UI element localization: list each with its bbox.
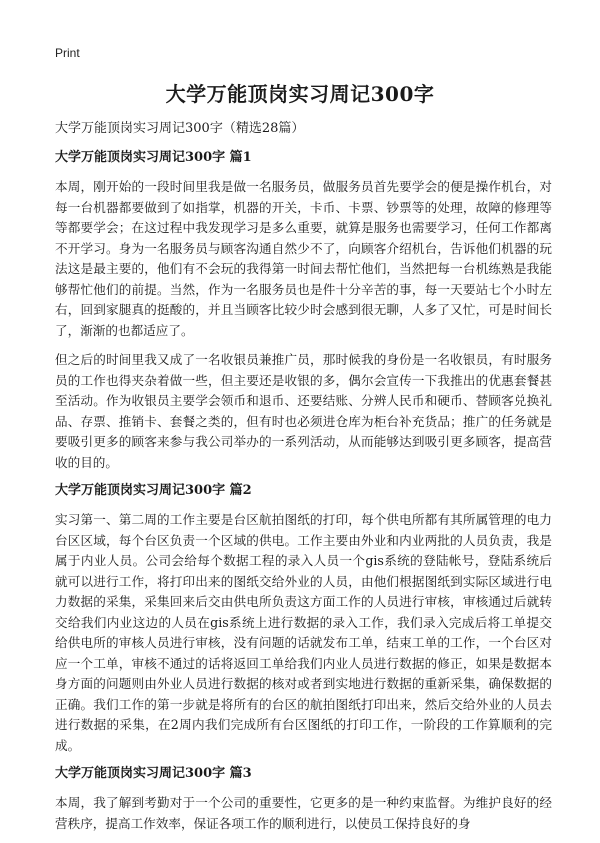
print-link[interactable]: Print [55,46,80,60]
section-heading: 大学万能顶岗实习周记300字 篇2 [55,483,252,498]
section-paragraph: 实习第一、第二周的工作主要是台区航拍图纸的打印，每个供电所都有其所属管理的电力台区区域，每个台区负责一个区域的供电。工作主要由外业和内业两批的人员负责，我是属于内业人员。公司会给每个数据工程的录入人员一个gis系统的登陆帐号，登陆系统后就可以进行工作，将打印出来的图纸交给外业的人员，由他们根据图纸到实际区域进行电力数据的采集，采集回来后交由供电所负责这方面工作的人员进行审核，审核通过后就转交给我们内业这边的人员在gis系统上进行数据的录入工作，我们录入完成后将工单提交给供电所的审核人员进行审核，没有问题的话就发布工单，结束工单的工作，一个台区对应一个工单，审核不通过的话将返回工单给我们内业人员进行数据的修正，如果是数据本身方面的问题则由外业人员进行数据的核对或者到实地进行数据的重新采集，确保数据的正确。我们工作的第一步就是将所有的台区的航拍图纸打印出来，然后交给外业的人员去进行数据的采集，在2周内我们完成所有台区图纸的打印工作，一阶段的工作算顺利的完成。 [55,512,552,753]
document-subtitle: 大学万能顶岗实习周记300字（精选28篇） [55,121,305,136]
section-1 [55,149,552,473]
section-2 [55,482,552,756]
document-body [55,120,552,843]
section-heading: 大学万能顶岗实习周记300字 篇3 [55,766,252,781]
section-paragraph: 本周，我了解到考勤对于一个公司的重要性，它更多的是一种约束监督。为维护良好的经营秩序，提高工作效率，保证各项工作的顺利进行，以使员工保持良好的身 [55,795,552,831]
section-paragraph: 但之后的时间里我又成了一名收银员兼推广员，那时候我的身份是一名收银员，有时服务员的工作也得夹杂着做一些，但主要还是收银的多，偶尔会宣传一下我推出的优惠套餐甚至活动。作为收银员主要学会领币和退币、还要结账、分辨人民币和硬币、替顾客兑换礼品、存票、推销卡、套餐之类的，但有时也必须进仓库为柜台补充货品；推广的任务就是要吸引更多的顾客来参与我公司举办的一系列活动，从而能够达到吸引更多顾客，提高营收的目的。 [55,352,552,470]
document-title: 大学万能顶岗实习周记300字 [165,82,435,106]
section-3 [55,765,552,834]
section-heading: 大学万能顶岗实习周记300字 篇1 [55,150,252,165]
section-paragraph: 本周，刚开始的一段时间里我是做一名服务员，做服务员首先要学会的便是操作机台，对每一台机器都要做到了如指掌，机器的开关，卡币、卡票、钞票等的处理，故障的修理等等都要学会；在这过程中我发现学习是多么重要，就算是服务也需要学习，任何工作都离不开学习。身为一名服务员与顾客沟通自然少不了，向顾客介绍机台，告诉他们机器的玩法这是最主要的，他们有不会玩的我得第一时间去帮忙他们，当然把每一台机练熟是我能够帮忙他们的前提。当然，作为一名服务员也是件十分辛苦的事，每一天要站七个小时左右，回到家腿真的挺酸的，并且当顾客比较少时会感到很无聊，人多了又忙，可是时间长了，渐渐的也都适应了。 [55,179,552,338]
